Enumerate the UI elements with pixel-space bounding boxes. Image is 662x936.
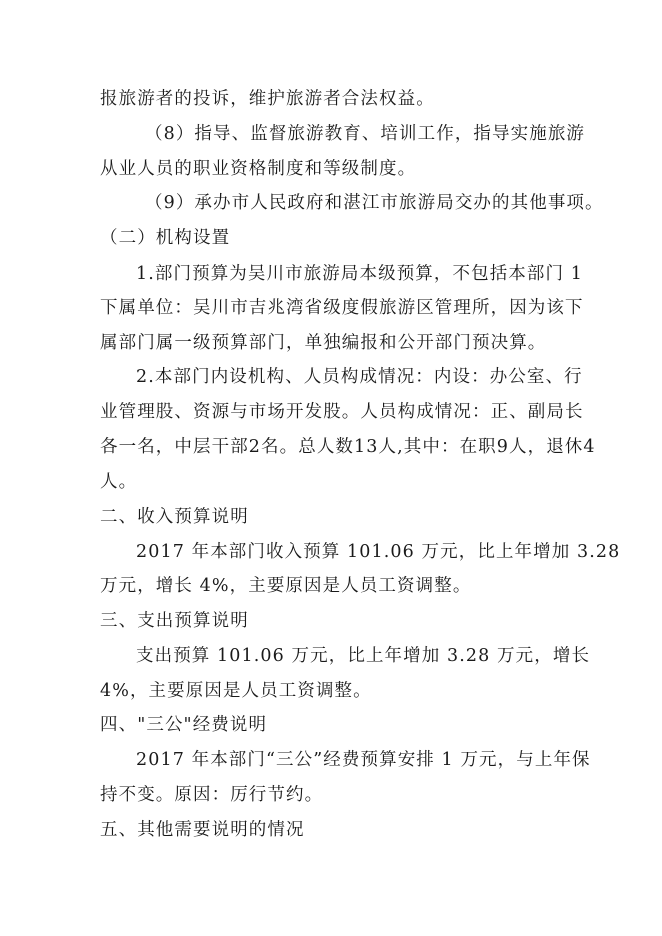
text-line: （8）指导、监督旅游教育、培训工作，指导实施旅游 (145, 124, 586, 144)
text-line: 属部门属一级预算部门，单独编报和公开部门预决算。 (100, 333, 547, 353)
text-line: 从业人员的职业资格制度和等级制度。 (100, 159, 417, 179)
text-line: 人。 (100, 472, 138, 492)
text-line: 持不变。原因：厉行节约。 (100, 785, 324, 805)
section-heading: （二）机构设置 (100, 228, 231, 248)
text-line: （9）承办市人民政府和湛江市旅游局交办的其他事项。 (145, 193, 604, 213)
section-heading: 四、"三公"经费说明 (100, 715, 268, 735)
section-heading: 五、其他需要说明的情况 (100, 820, 305, 840)
text-line: 各一名，中层干部2名。总人数13人,其中：在职9人，退休4 (100, 437, 596, 457)
text-line: 1.部门预算为吴川市旅游局本级预算，不包括本部门 1 (136, 264, 583, 284)
text-line: 4%，主要原因是人员工资调整。 (100, 681, 372, 701)
section-heading: 三、支出预算说明 (100, 611, 249, 631)
text-line: 报旅游者的投诉，维护旅游者合法权益。 (100, 89, 435, 109)
text-line: 下属单位：吴川市吉兆湾省级度假旅游区管理所，因为该下 (100, 298, 584, 318)
text-line: 支出预算 101.06 万元，比上年增加 3.28 万元，增长 (136, 646, 591, 666)
text-line: 2017 年本部门收入预算 101.06 万元，比上年增加 3.28 (136, 542, 621, 562)
text-line: 2017 年本部门“三公”经费预算安排 1 万元，与上年保 (136, 750, 591, 770)
section-heading: 二、收入预算说明 (100, 507, 249, 527)
text-line: 万元，增长 4%，主要原因是人员工资调整。 (100, 576, 472, 596)
text-line: 业管理股、资源与市场开发股。人员构成情况：正、副局长 (100, 402, 584, 422)
text-line: 2.本部门内设机构、人员构成情况：内设：办公室、行 (136, 367, 583, 387)
